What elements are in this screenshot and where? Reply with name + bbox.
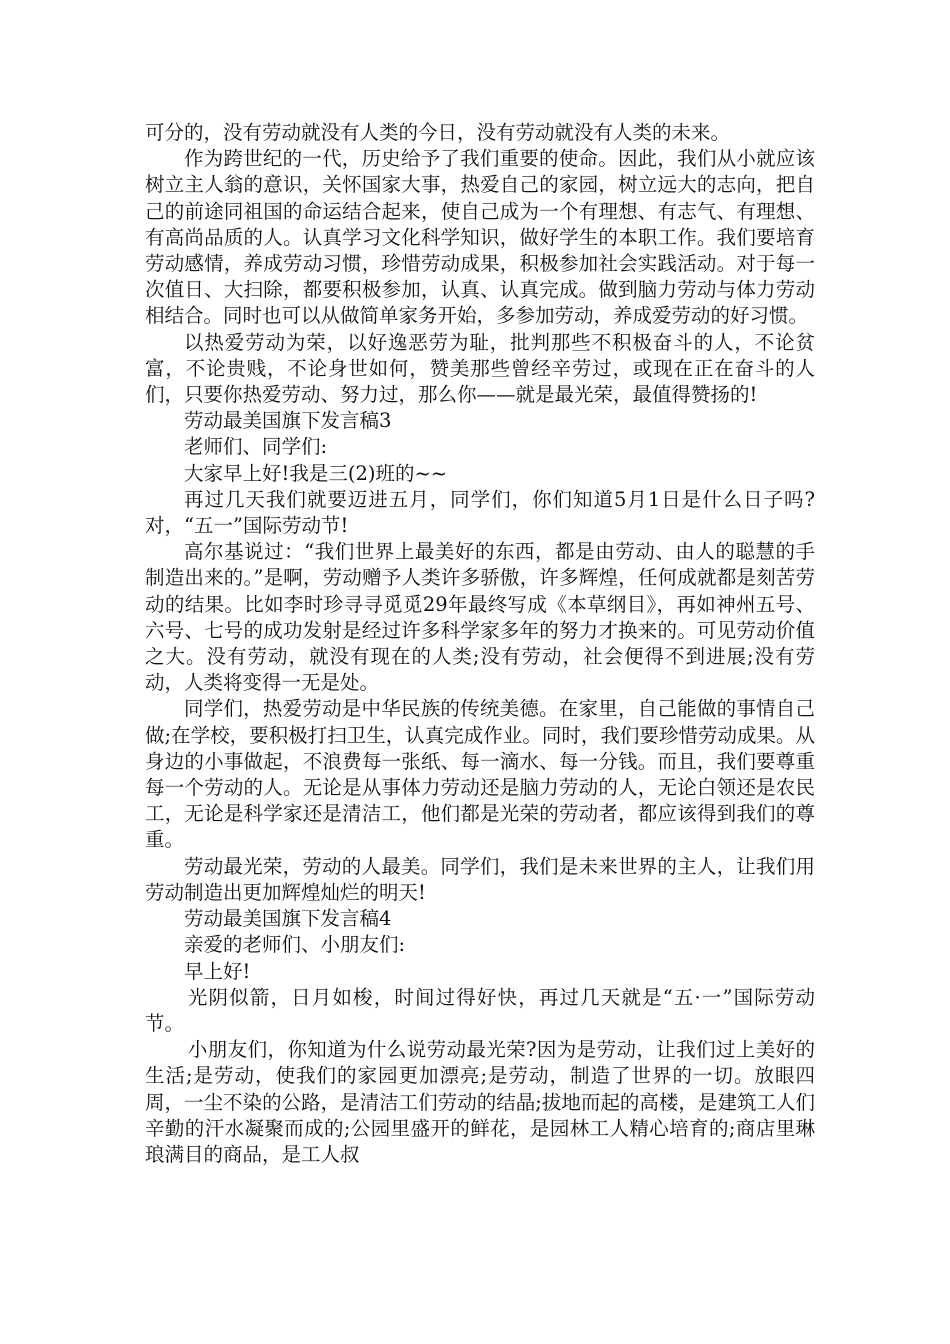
section-heading: 劳动最美国旗下发言稿4 <box>184 907 392 931</box>
document-page <box>145 120 815 1168</box>
paragraph: 高尔基说过：“我们世界上最美好的东西，都是由劳动、由人的聪慧的手制造出来的。”是啊，劳动赠予人类许多骄傲，许多辉煌，任何成就都是刻苦劳动的结果。比如李时珍寻寻觅觅29年最终写成《本草纲目》，再如神州五号、六号、七号的成功发射是经过许多科学家多年的努力才换来的。可见劳动价值之大。没有劳动，就没有现在的人类;没有劳动，社会便得不到进展;没有劳动，人类将变得一无是处。 <box>145 540 815 695</box>
greeting: 早上好! <box>184 959 251 983</box>
salutation: 亲爱的老师们、小朋友们: <box>184 933 406 957</box>
paragraph: 小朋友们，你知道为什么说劳动最光荣?因为是劳动，让我们过上美好的生活;是劳动，使我们的家园更加漂亮;是劳动，制造了世界的一切。放眼四周，一尘不染的公路，是清洁工们劳动的结晶;拔地而起的高楼，是建筑工人们辛勤的汗水凝聚而成的;公园里盛开的鲜花，是园林工人精心培育的;商店里琳琅满目的商品，是工人叔 <box>145 1038 815 1166</box>
section-heading: 劳动最美国旗下发言稿3 <box>184 409 392 433</box>
paragraph: 以热爱劳动为荣，以好逸恶劳为耻，批判那些不积极奋斗的人，不论贫富，不论贵贱，不论身世如何，赞美那些曾经辛劳过，或现在正在奋斗的人们，只要你热爱劳动、努力过，那么你——就是最光荣，最值得赞扬的! <box>145 330 815 407</box>
paragraph: 作为跨世纪的一代，历史给予了我们重要的使命。因此，我们从小就应该树立主人翁的意识，关怀国家大事，热爱自己的家园，树立远大的志向，把自己的前途同祖国的命运结合起来，使自己成为一个有理想、有志气、有理想、有高尚品质的人。认真学习文化科学知识，做好学生的本职工作。我们要培育劳动感情，养成劳动习惯，珍惜劳动成果，积极参加社会实践活动。对于每一次值日、大扫除，都要积极参加，认真、认真完成。做到脑力劳动与体力劳动相结合。同时也可以从做简单家务开始，多参加劳动，养成爱劳动的好习惯。 <box>145 147 815 328</box>
paragraph: 劳动最光荣，劳动的人最美。同学们，我们是未来世界的主人，让我们用劳动制造出更加辉煌灿烂的明天! <box>145 854 815 904</box>
salutation: 老师们、同学们: <box>184 435 328 459</box>
greeting: 大家早上好!我是三(2)班的~~ <box>184 461 448 485</box>
paragraph: 光阴似箭，日月如梭，时间过得好快，再过几天就是“五·一”国际劳动节。 <box>145 985 815 1035</box>
paragraph: 同学们，热爱劳动是中华民族的传统美德。在家里，自己能做的事情自己做;在学校，要积极打扫卫生，认真完成作业。同时，我们要珍惜劳动成果。从身边的小事做起，不浪费每一张纸、每一滴水、每一分钱。而且，我们要尊重每一个劳动的人。无论是从事体力劳动还是脑力劳动的人，无论白领还是农民工，无论是科学家还是清洁工，他们都是光荣的劳动者，都应该得到我们的尊重。 <box>145 697 815 852</box>
paragraph: 再过几天我们就要迈进五月，同学们，你们知道5月1日是什么日子吗?对，“五一”国际劳动节! <box>145 487 815 538</box>
paragraph: 可分的，没有劳动就没有人类的今日，没有劳动就没有人类的未来。 <box>145 121 731 144</box>
